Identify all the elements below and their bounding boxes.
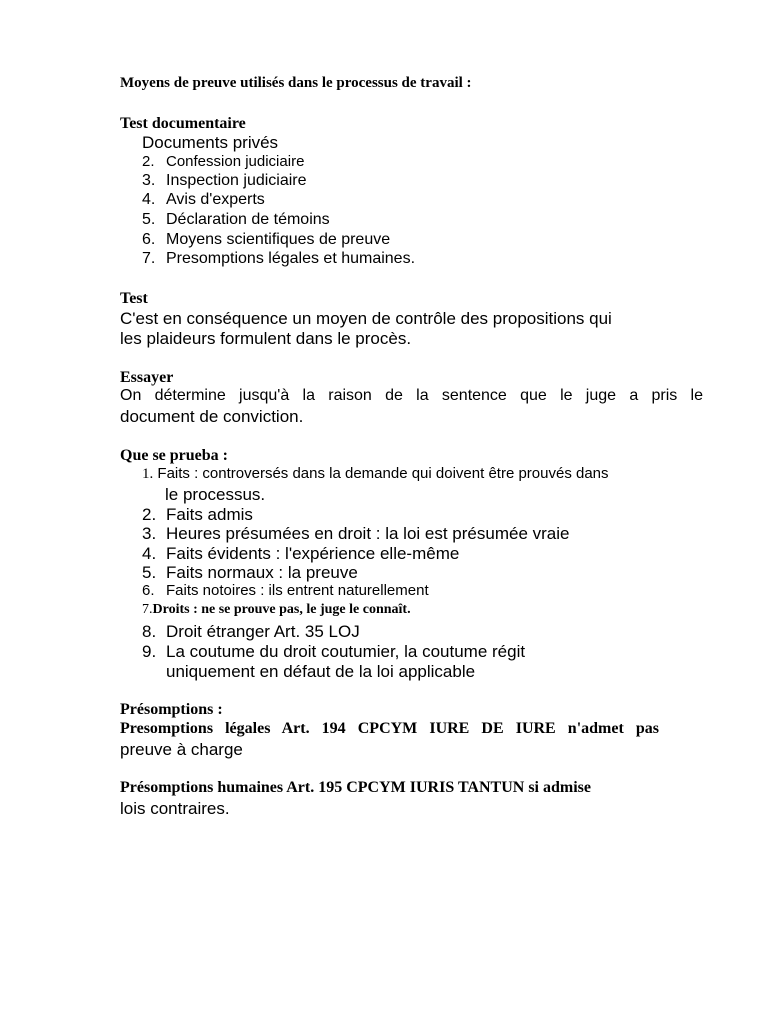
paragraph-line: lois contraires. xyxy=(120,799,230,818)
list-item: 2. Confession judiciaire xyxy=(142,153,305,170)
section-heading-test: Test xyxy=(120,290,148,307)
paragraph-line: les plaideurs formulent dans le procès. xyxy=(120,329,412,348)
list-item: 9. La coutume du droit coutumier, la coutume régit xyxy=(142,642,526,661)
list-item: 5. Déclaration de témoins xyxy=(142,211,330,228)
paragraph-line: On détermine jusqu'à la raison de la sentence que le juge a pris le xyxy=(120,387,703,404)
list-item: 5. Faits normaux : la preuve xyxy=(142,563,358,582)
list-item: Documents privés xyxy=(142,133,279,152)
paragraph-line: document de conviction. xyxy=(120,407,304,426)
list-item: 3. Inspection judiciaire xyxy=(142,172,307,189)
list-item: 6. Moyens scientifiques de preuve xyxy=(142,231,391,248)
paragraph-line: Présomptions humaines Art. 195 CPCYM IURIS TANTUN si admise xyxy=(120,779,591,796)
list-item: 7.Droits : ne se prouve pas, le juge le connaît. xyxy=(142,602,411,617)
list-item: 8. Droit étranger Art. 35 LOJ xyxy=(142,622,360,641)
list-item: 6. Faits notoires : ils entrent naturellement xyxy=(142,582,429,599)
list-item: 4. Faits évidents : l'expérience elle-même xyxy=(142,544,460,563)
list-item: 3. Heures présumées en droit : la loi est présumée vraie xyxy=(142,524,570,543)
list-item: 2. Faits admis xyxy=(142,505,253,524)
section-heading-que-se-prueba: Que se prueba : xyxy=(120,447,228,464)
list-item-continuation: le processus. xyxy=(165,485,266,504)
document-title: Moyens de preuve utilisés dans le processus de travail : xyxy=(120,75,472,91)
section-heading-essayer: Essayer xyxy=(120,369,174,386)
list-item: 7. Presomptions légales et humaines. xyxy=(142,250,416,267)
paragraph-line: C'est en conséquence un moyen de contrôle des propositions qui xyxy=(120,309,612,328)
paragraph-line: preuve à charge xyxy=(120,740,243,759)
list-item-continuation: uniquement en défaut de la loi applicable xyxy=(166,662,476,681)
list-item: 4. Avis d'experts xyxy=(142,191,265,208)
section-heading-test-documentaire: Test documentaire xyxy=(120,115,246,132)
paragraph-line: Presomptions légales Art. 194 CPCYM IURE DE IURE n'admet pas xyxy=(120,720,659,737)
section-heading-presomptions: Présomptions : xyxy=(120,701,223,718)
list-item: 1. Faits : controversés dans la demande qui doivent être prouvés dans xyxy=(142,465,609,482)
